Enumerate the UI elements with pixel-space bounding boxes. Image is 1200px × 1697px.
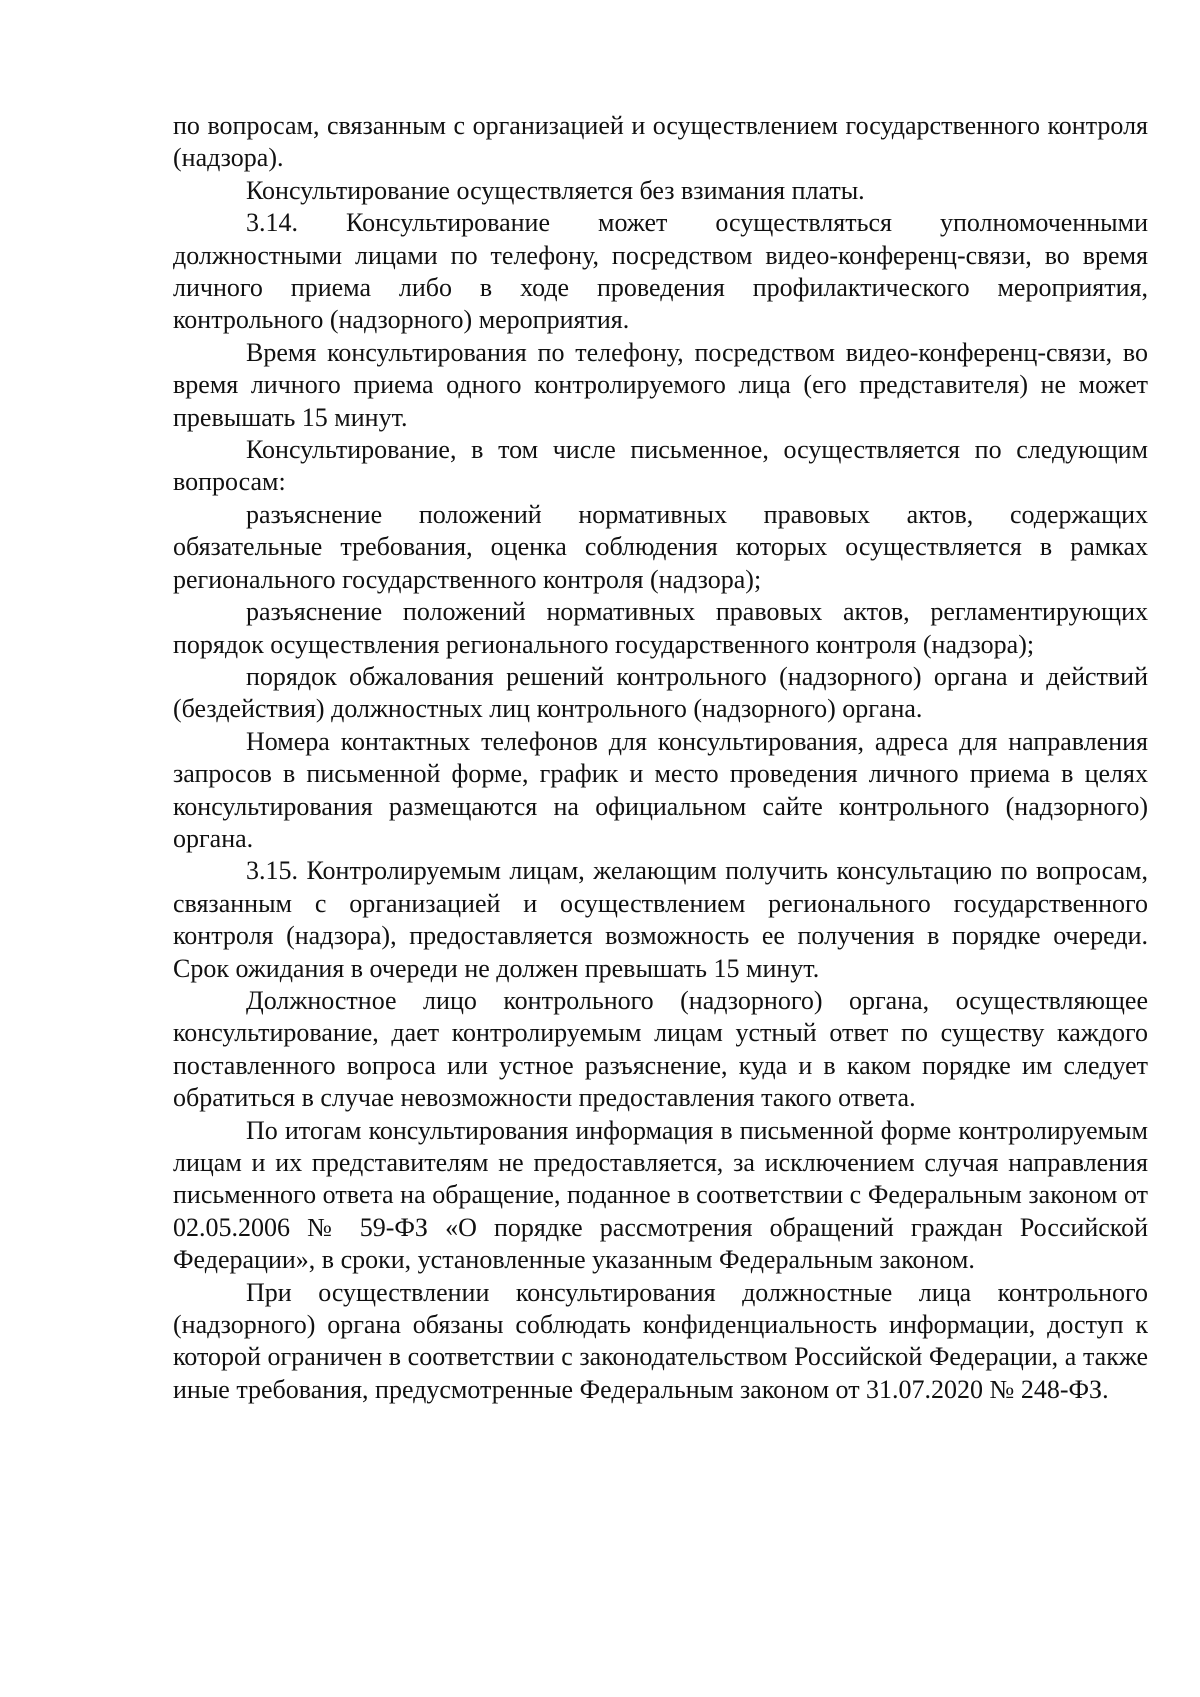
paragraph-topic-appeal: порядок обжалования решений контрольного (надзорного) органа и действий (бездействия) должностных лиц контрольного (надзорного) органа. <box>173 661 1148 724</box>
paragraph-consultation-time: Время консультирования по телефону, посредством видео-конференц-связи, во время личного приема одного контролируемого лица (его представителя) не может превышать 15 минут. <box>173 337 1148 432</box>
paragraph-topic-procedure: разъяснение положений нормативных правовых актов, регламентирующих порядок осуществления регионального государственного контроля (надзора); <box>173 597 1148 659</box>
document-page <box>173 110 1148 1406</box>
paragraph-oral-answer: Должностное лицо контрольного (надзорного) органа, осуществляющее консультирование, дает контролируемым лицам устный ответ по существу каждого поставленного вопроса или устное разъяснение, куда и в каком порядке им следует обратиться в случае невозможности предоставления такого ответа. <box>173 985 1148 1113</box>
paragraph-free-of-charge: Консультирование осуществляется без взимания платы. <box>246 175 865 205</box>
paragraph-confidentiality: При осуществлении консультирования должностные лица контрольного (надзорного) органа обязаны соблюдать конфиденциальность информации, доступ к которой ограничен в соответствии с законодательством Российской Федерации, а также иные требования, предусмотренные Федеральным законом от 31.07.2020 № 248-ФЗ. <box>173 1277 1148 1404</box>
paragraph-3-15: 3.15. Контролируемым лицам, желающим получить консультацию по вопросам, связанным с организацией и осуществлением регионального государственного контроля (надзора), предоставляется возможность ее получения в порядке очереди. Срок ожидания в очереди не должен превышать 15 минут. <box>173 856 1148 983</box>
paragraph-topic-requirements: разъяснение положений нормативных правовых актов, содержащих обязательные требования, оценка соблюдения которых осуществляется в рамках регионального государственного контроля (надзора); <box>173 499 1148 594</box>
paragraph-continuation: по вопросам, связанным с организацией и осуществлением государственного контроля (надзора). <box>173 111 1148 173</box>
paragraph-3-14: 3.14. Консультирование может осуществляться уполномоченными должностными лицами по телефону, посредством видео-конференц-связи, во время личного приема либо в ходе проведения профилактического мероприятия, контрольного (надзорного) мероприятия. <box>173 208 1148 335</box>
paragraph-written-answer: По итогам консультирования информация в письменной форме контролируемым лицам и их представителям не предоставляется, за исключением случая направления письменного ответа на обращение, поданное в соответствии с Федеральным законом от 02.05.2006 № 59-ФЗ «О порядке рассмотрения обращений граждан Российской Федерации», в сроки, установленные указанным Федеральным законом. <box>173 1115 1148 1275</box>
paragraph-contact-info: Номера контактных телефонов для консультирования, адреса для направления запросов в письменной форме, график и место проведения личного приема в целях консультирования размещаются на официальном сайте контрольного (надзорного) органа. <box>173 726 1148 853</box>
paragraph-consultation-topics: Консультирование, в том числе письменное, осуществляется по следующим вопросам: <box>173 435 1148 497</box>
